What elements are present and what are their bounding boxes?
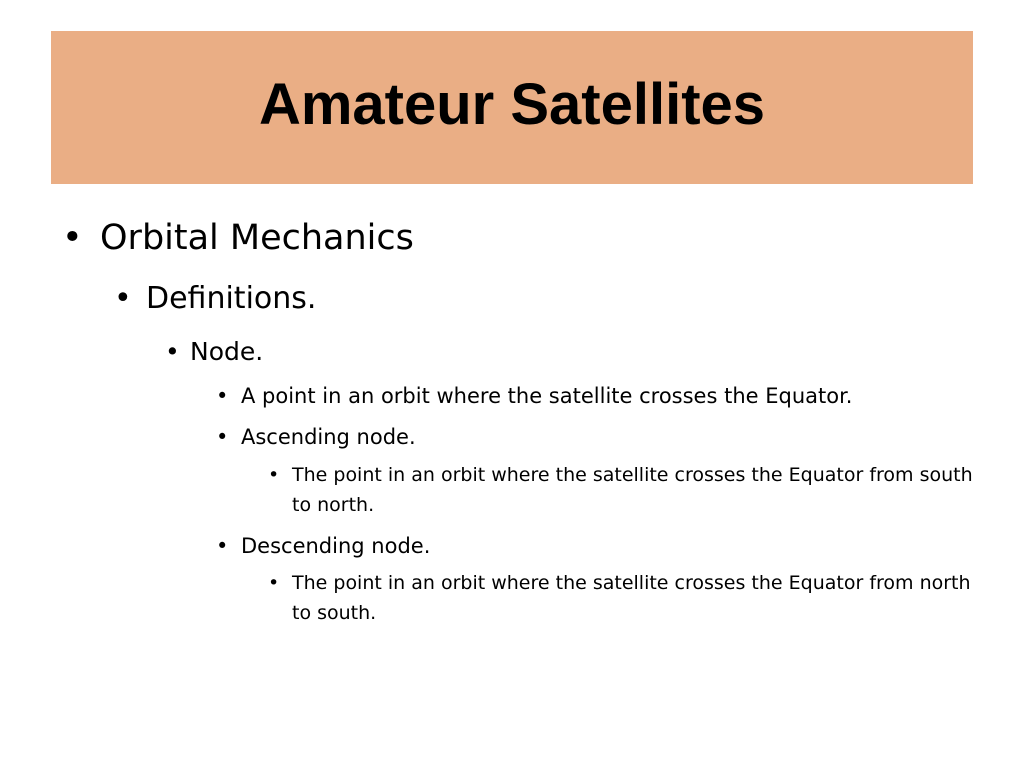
slide-title: Amateur Satellites	[258, 71, 766, 137]
bullet-text: Node.	[190, 337, 264, 366]
bullet-dot-icon: •	[216, 384, 229, 408]
bullet-text: The point in an orbit where the satellite crosses the Equator from north to south.	[292, 572, 971, 624]
bullet-dot-icon: •	[62, 218, 83, 258]
bullet-dot-icon: •	[268, 464, 280, 486]
bullet-dot-icon: •	[165, 337, 180, 366]
bullet-text: Definitions.	[146, 281, 317, 316]
bullet-text: A point in an orbit where the satellite crosses the Equator.	[241, 384, 853, 408]
bullet-text: Ascending node.	[241, 425, 416, 449]
bullet-dot-icon: •	[216, 534, 229, 558]
bullet-text: Descending node.	[241, 534, 431, 558]
bullet-text: Orbital Mechanics	[100, 218, 414, 258]
bullet-dot-icon: •	[216, 425, 229, 449]
bullet-dot-icon: •	[268, 572, 280, 594]
bullet-dot-icon: •	[114, 281, 132, 316]
bullet-text: The point in an orbit where the satellite crosses the Equator from south to north.	[292, 464, 973, 516]
title-band	[51, 31, 973, 184]
